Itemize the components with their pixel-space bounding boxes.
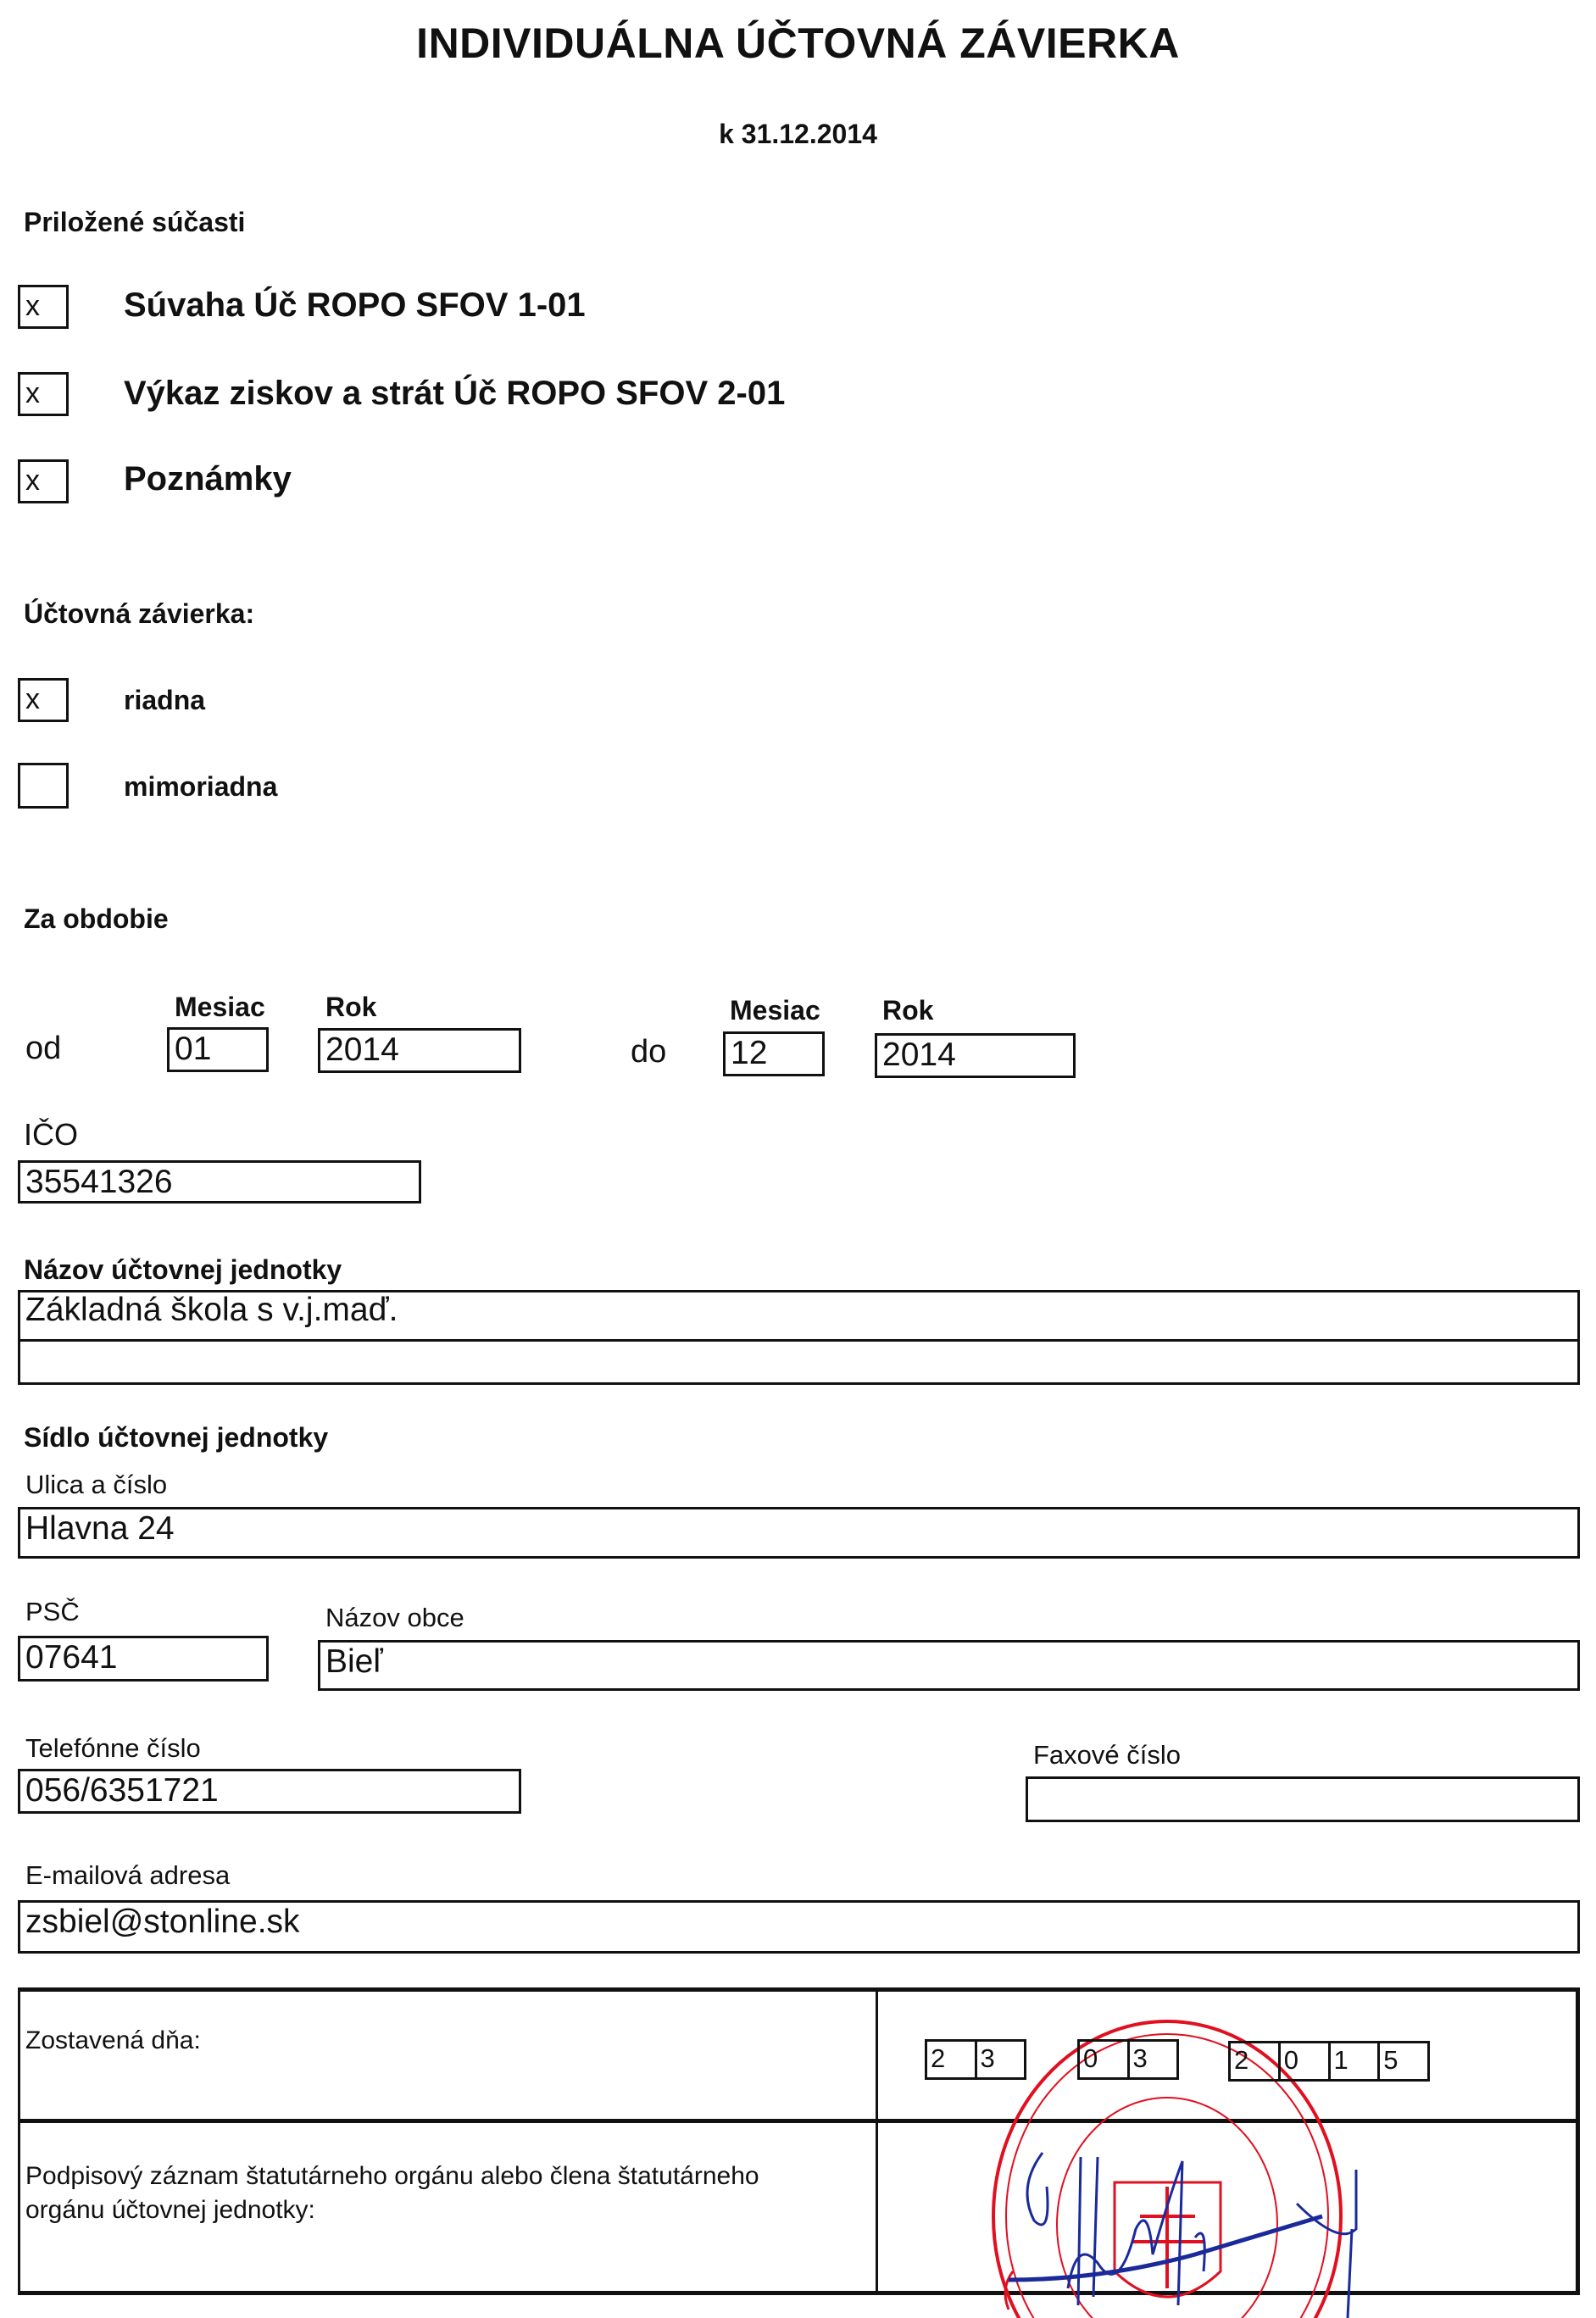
entity-name-field-line2[interactable] <box>18 1339 1580 1385</box>
fax-field[interactable] <box>1026 1776 1580 1822</box>
page-title: INDIVIDUÁLNA ÚČTOVNÁ ZÁVIERKA <box>416 19 1180 67</box>
phone-field[interactable]: 056/6351721 <box>18 1769 521 1814</box>
compiled-day-digit: 2 <box>927 2042 977 2077</box>
compiled-month-digit: 0 <box>1080 2042 1130 2077</box>
signature-label-line1: Podpisový záznam štatutárneho orgánu alebo člena štatutárneho <box>25 2162 759 2190</box>
zip-label: PSČ <box>25 1597 80 1626</box>
checkbox-income-statement[interactable]: x <box>18 372 69 416</box>
period-heading: Za obdobie <box>24 903 169 934</box>
from-month-field[interactable]: 01 <box>167 1027 269 1072</box>
email-label: E-mailová adresa <box>25 1860 231 1890</box>
fax-label: Faxové číslo <box>1033 1740 1182 1770</box>
city-label: Názov obce <box>325 1603 464 1632</box>
street-field[interactable]: Hlavna 24 <box>18 1507 1580 1559</box>
compiled-year-digit: 0 <box>1281 2043 1331 2079</box>
checkbox-label-regular: riadna <box>124 685 206 715</box>
signature-label-line2: orgánu účtovnej jednotky: <box>25 2196 315 2224</box>
email-field[interactable]: zsbiel@stonline.sk <box>18 1900 1580 1954</box>
signature-stroke <box>1068 2157 1204 2305</box>
signature-label <box>25 2160 759 2227</box>
compiled-month-field[interactable] <box>1077 2039 1179 2080</box>
city-field[interactable]: Bieľ <box>318 1640 1580 1691</box>
phone-label: Telefónne číslo <box>25 1733 201 1763</box>
to-month-field[interactable]: 12 <box>723 1031 825 1076</box>
checkbox-label-extraordinary: mimoriadna <box>124 771 278 802</box>
compiled-day-digit: 3 <box>980 2043 995 2073</box>
entity-name-field-line1[interactable]: Základná škola s v.j.maď. <box>18 1290 1580 1342</box>
ico-label: IČO <box>24 1117 79 1152</box>
from-year-field[interactable]: 2014 <box>318 1028 521 1073</box>
checkbox-balance-sheet[interactable]: x <box>18 285 69 329</box>
from-year-label: Rok <box>325 992 377 1022</box>
attachments-heading: Priložené súčasti <box>24 207 246 237</box>
handwritten-signature <box>1000 2136 1441 2318</box>
checkbox-regular[interactable]: x <box>18 678 69 722</box>
signature-underline <box>1009 2216 1322 2280</box>
checkbox-label-notes: Poznámky <box>124 460 292 498</box>
table-column-divider <box>876 1987 878 2295</box>
to-month-label: Mesiac <box>730 995 820 1026</box>
entity-name-label: Názov účtovnej jednotky <box>24 1254 342 1285</box>
compiled-month-digit: 3 <box>1132 2043 1148 2073</box>
signature-stroke <box>1027 2153 1048 2225</box>
compiled-year-digit: 1 <box>1331 2043 1381 2079</box>
to-year-label: Rok <box>882 995 934 1026</box>
street-label: Ulica a číslo <box>25 1470 168 1499</box>
compiled-day-field[interactable] <box>925 2039 1026 2080</box>
to-label: do <box>631 1034 667 1070</box>
zip-field[interactable]: 07641 <box>18 1636 269 1682</box>
as-of-date: k 31.12.2014 <box>719 119 877 149</box>
checkbox-extraordinary[interactable] <box>18 763 69 809</box>
signature-stroke <box>1297 2170 1356 2318</box>
compiled-label: Zostavená dňa: <box>25 2026 201 2054</box>
ico-field[interactable]: 35541326 <box>18 1160 421 1203</box>
from-month-label: Mesiac <box>175 992 265 1022</box>
to-year-field[interactable]: 2014 <box>875 1033 1076 1078</box>
checkbox-label-balance-sheet: Súvaha Úč ROPO SFOV 1-01 <box>124 286 586 324</box>
checkbox-label-income-statement: Výkaz ziskov a strát Úč ROPO SFOV 2-01 <box>124 375 786 412</box>
checkbox-notes[interactable]: x <box>18 459 69 503</box>
compiled-year-digit: 5 <box>1383 2045 1399 2075</box>
compiled-year-field[interactable] <box>1228 2041 1430 2082</box>
statement-type-heading: Účtovná závierka: <box>24 598 255 629</box>
compiled-year-digit: 2 <box>1231 2043 1281 2079</box>
seat-heading: Sídlo účtovnej jednotky <box>24 1422 329 1453</box>
from-label: od <box>25 1031 62 1066</box>
